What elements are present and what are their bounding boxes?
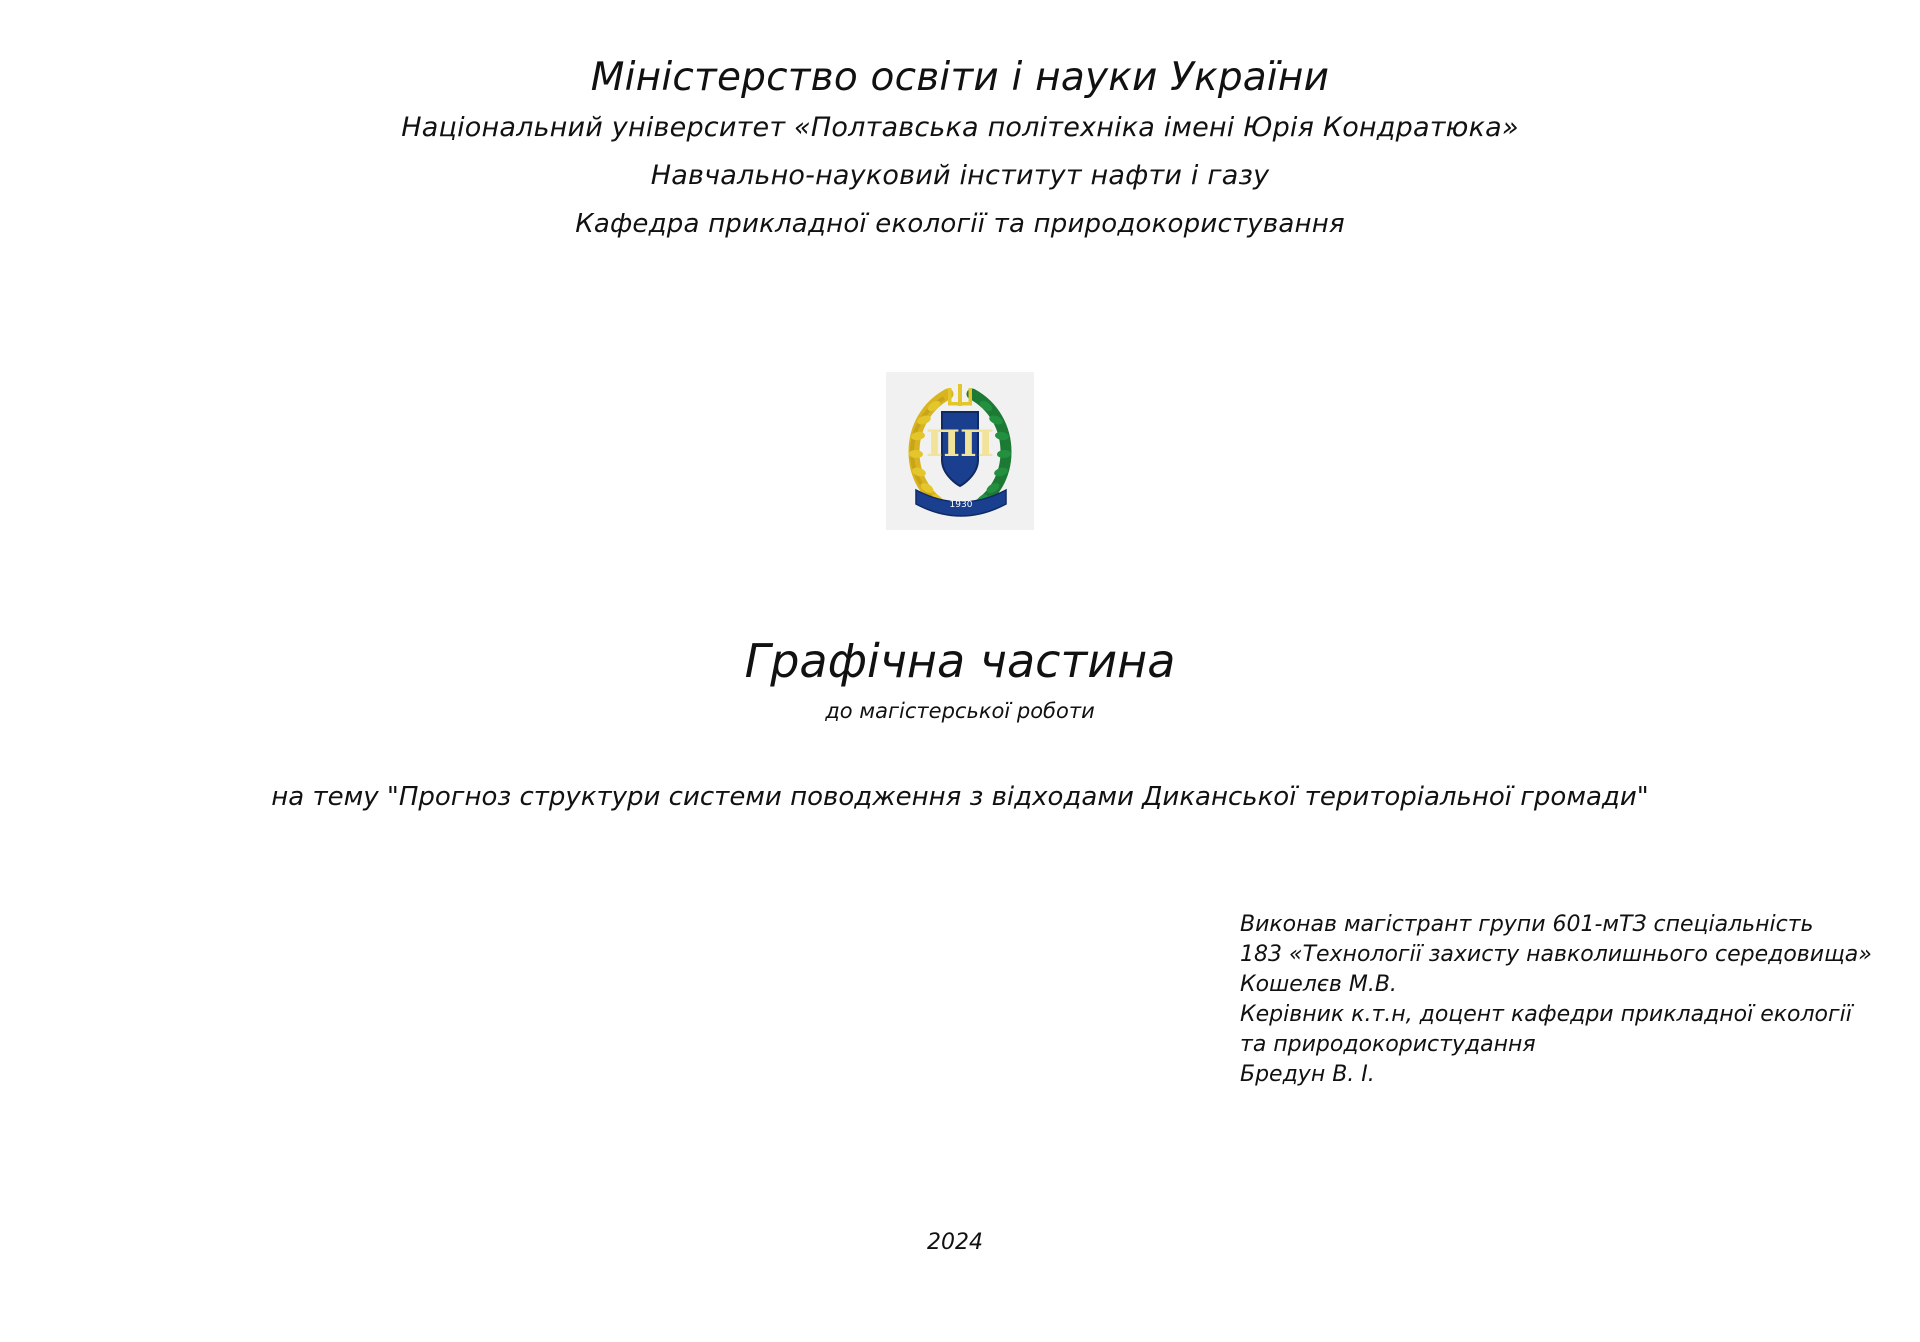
institute-line: Навчально-науковий інститут нафти і газу bbox=[650, 160, 1270, 191]
title-block bbox=[0, 632, 1920, 728]
document-year-text: 2024 bbox=[927, 1230, 983, 1255]
svg-text:ПП: ПП bbox=[926, 423, 994, 465]
document-year bbox=[0, 1230, 1920, 1255]
signature-block bbox=[1240, 910, 1872, 1090]
signature-line-2: 183 «Технології захисту навколишнього середовища» bbox=[1240, 942, 1872, 967]
document-topic: на тему "Прогноз структури системи поводження з відходами Диканської територіальної громади" bbox=[271, 782, 1649, 812]
university-line: Національний університет «Полтавська політехніка імені Юрія Кондратюка» bbox=[401, 112, 1519, 143]
document-title: Графічна частина bbox=[744, 634, 1176, 688]
signature-line-4: Керівник к.т.н, доцент кафедри прикладної екології bbox=[1240, 1002, 1852, 1027]
department-line: Кафедра прикладної екології та природокористування bbox=[575, 209, 1345, 239]
emblem-icon bbox=[886, 372, 1034, 530]
header-block bbox=[0, 52, 1920, 248]
university-emblem bbox=[886, 372, 1034, 530]
signature-line-6: Бредун В. І. bbox=[1240, 1062, 1375, 1087]
signature-line-5: та природокористудання bbox=[1240, 1032, 1536, 1057]
document-subtitle: до магістерської роботи bbox=[825, 699, 1095, 723]
ministry-line: Міністерство освіти і науки України bbox=[590, 55, 1330, 100]
signature-line-3: Кошелєв М.В. bbox=[1240, 972, 1397, 997]
emblem-year-text: 1930 bbox=[949, 500, 973, 510]
signature-line-1: Виконав магістрант групи 601-мТЗ спеціальність bbox=[1240, 912, 1814, 937]
